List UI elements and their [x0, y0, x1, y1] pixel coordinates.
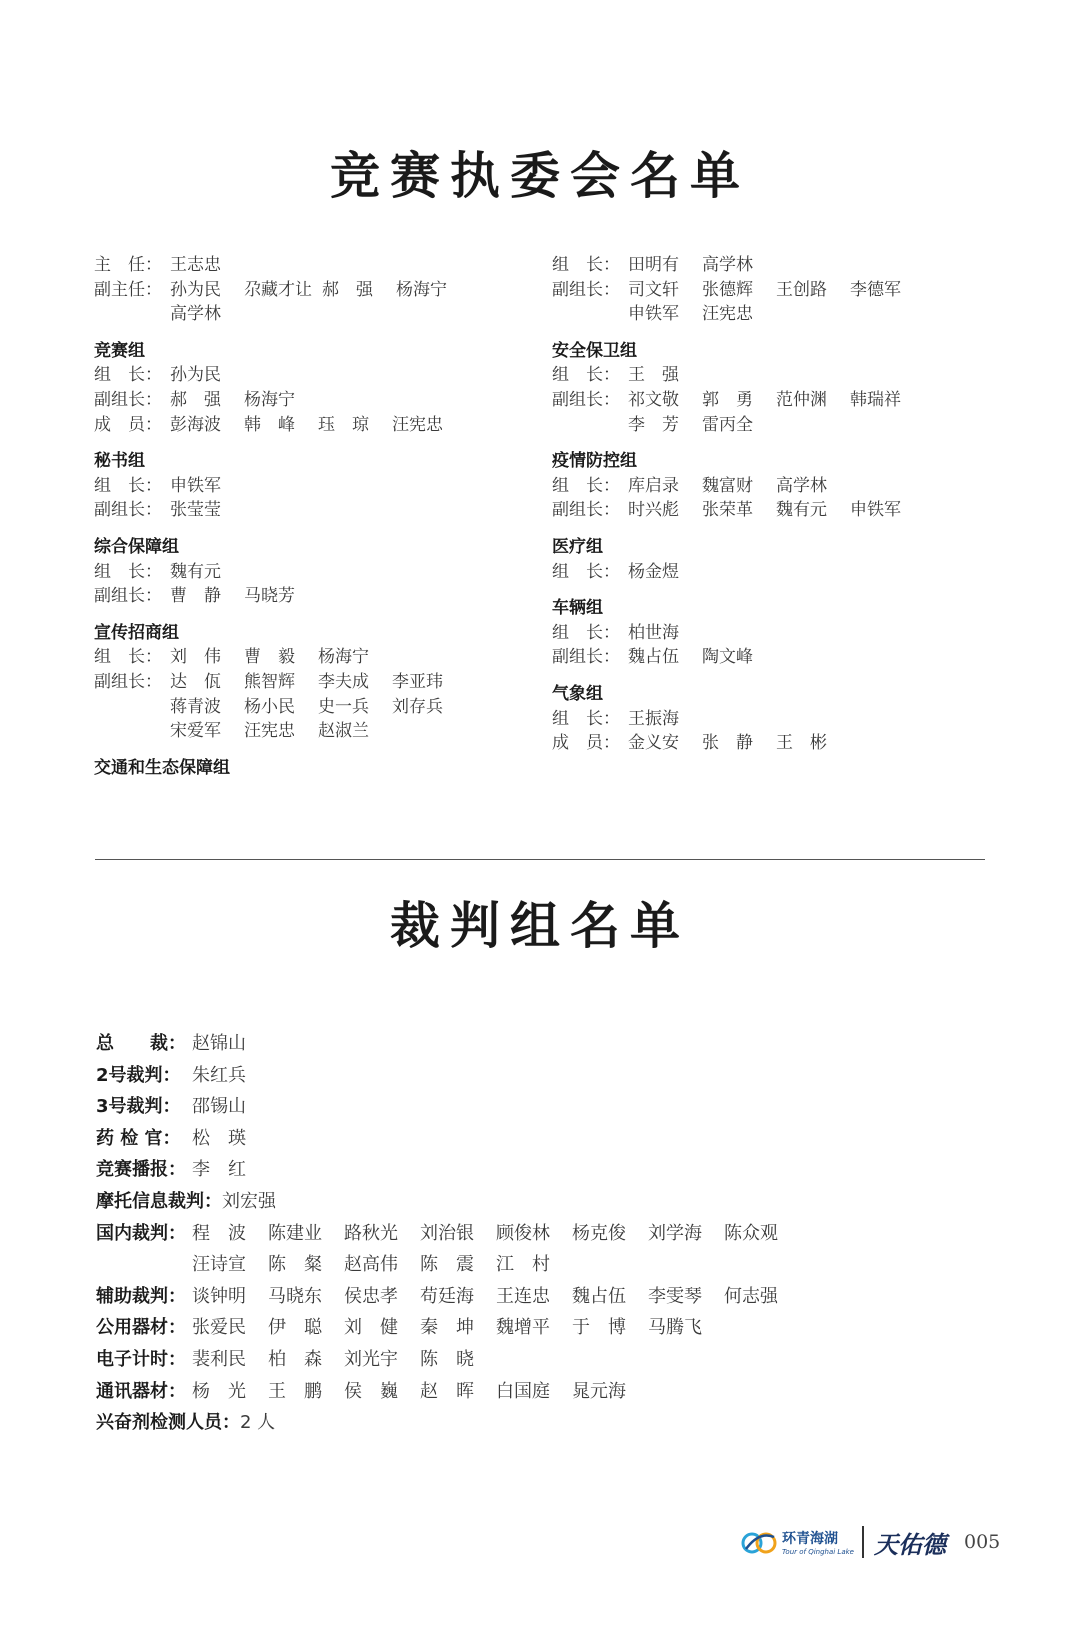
- member-row: [552, 278, 924, 303]
- member-name: 魏有元: [776, 500, 827, 521]
- group-heading: 气象组: [552, 683, 603, 704]
- referee-name: 松 瑛: [192, 1127, 246, 1149]
- group-heading: 秘书组: [94, 451, 145, 472]
- referee-name: 程 波: [192, 1222, 246, 1244]
- referee-name: 王连忠: [496, 1285, 550, 1307]
- role-label: 成 员：: [552, 733, 620, 754]
- member-name: 韩 峰: [244, 414, 295, 435]
- committee-right-column: [552, 253, 924, 756]
- committee-left-column: [94, 253, 470, 780]
- member-name: 王 彬: [776, 733, 827, 754]
- referee-row: [96, 1249, 800, 1281]
- referee-name: 顾俊林: [496, 1222, 550, 1244]
- group-heading: 宣传招商组: [94, 622, 179, 643]
- group-heading: 综合保障组: [94, 536, 179, 557]
- member-name: 曹 静: [170, 586, 221, 607]
- referee-name: 秦 坤: [420, 1317, 474, 1339]
- role-label: 副组长：: [552, 647, 620, 668]
- member-name: 祁文敬: [628, 389, 679, 410]
- referee-row: [96, 1407, 800, 1439]
- referee-name: 陈 震: [420, 1254, 474, 1276]
- role-label: 副组长：: [552, 279, 620, 300]
- member-name: 柏世海: [628, 622, 679, 643]
- member-name: 熊智辉: [244, 671, 295, 692]
- group-heading: 疫情防控组: [552, 451, 637, 472]
- member-name: 彭海波: [170, 414, 221, 435]
- referee-role-label: 国内裁判：: [96, 1222, 186, 1244]
- member-name: 汪宪忠: [392, 414, 443, 435]
- member-row: [552, 621, 924, 646]
- referee-name: 白国庭: [496, 1380, 550, 1402]
- referee-row: [96, 1376, 800, 1408]
- referee-row: [96, 1060, 800, 1092]
- member-row: [94, 278, 470, 303]
- role-label: 副组长：: [94, 389, 162, 410]
- referee-name: 刘光宇: [344, 1348, 398, 1370]
- referee-name: 2 人: [240, 1412, 276, 1434]
- member-name: 高学林: [702, 255, 753, 275]
- member-name: 李亚玮: [392, 671, 443, 692]
- member-name: 张莹莹: [170, 500, 221, 521]
- member-name: 蒋青波: [170, 696, 221, 717]
- role-label: 副组长：: [94, 586, 162, 607]
- referee-name: 刘宏强: [222, 1190, 276, 1212]
- member-name: 张荣革: [702, 500, 753, 521]
- member-name: 高学林: [170, 304, 221, 325]
- member-name: 范仲渊: [776, 389, 827, 410]
- referee-name: 陈建业: [268, 1222, 322, 1244]
- member-row: [94, 645, 470, 670]
- member-name: 刘 伟: [170, 647, 221, 668]
- page-number: 005: [964, 1531, 1001, 1553]
- referee-name: 陈众观: [724, 1222, 778, 1244]
- member-name: 李 芳: [628, 414, 679, 435]
- referee-name: 侯 巍: [344, 1380, 398, 1402]
- referee-row: [96, 1281, 800, 1313]
- member-name: 库启录: [628, 475, 679, 496]
- member-name: 陶文峰: [702, 647, 753, 668]
- role-label: 组 长：: [552, 708, 620, 729]
- member-row: [552, 302, 924, 327]
- role-label: 组 长：: [552, 475, 620, 496]
- referee-name: 路秋光: [344, 1222, 398, 1244]
- role-label: 副组长：: [94, 500, 162, 521]
- referee-name: 李 红: [192, 1159, 246, 1181]
- member-name: 马晓芳: [244, 586, 295, 607]
- member-row: [94, 719, 470, 744]
- member-row: [552, 474, 924, 499]
- member-name: 赵淑兰: [318, 721, 369, 742]
- referee-name: 汪诗宣: [192, 1254, 246, 1276]
- footer: [740, 1522, 1000, 1562]
- referee-role-label: 总 裁：: [96, 1033, 186, 1054]
- referee-name: 于 博: [572, 1317, 626, 1339]
- referee-name: 刘治银: [420, 1222, 474, 1244]
- referee-name: 苟廷海: [420, 1285, 474, 1307]
- referee-row: [96, 1028, 800, 1060]
- member-name: 杨海宁: [244, 389, 295, 410]
- member-row: [94, 695, 470, 720]
- role-label: 组 长：: [552, 365, 620, 386]
- referee-role-label: 摩托信息裁判：: [96, 1190, 222, 1212]
- member-name: 杨小民: [244, 696, 295, 717]
- member-name: 雷丙全: [702, 414, 753, 435]
- role-label: 成 员：: [94, 414, 162, 435]
- role-label: 组 长：: [94, 647, 162, 668]
- referee-role-label: 竞赛播报：: [96, 1159, 186, 1181]
- member-row: [94, 363, 470, 388]
- logo-text: 环青海湖: [782, 1531, 838, 1547]
- member-name: 刘存兵: [392, 696, 443, 717]
- member-name: 杨海宁: [318, 647, 369, 668]
- member-row: [94, 474, 470, 499]
- referee-row: [96, 1218, 800, 1250]
- member-name: 魏占伍: [628, 647, 679, 668]
- member-row: [552, 253, 924, 278]
- member-row: [552, 731, 924, 756]
- member-row: [94, 253, 470, 278]
- logo-subtext: Tour of Qinghai Lake: [782, 1548, 854, 1556]
- referee-name: 马腾飞: [648, 1317, 702, 1339]
- group-heading: 安全保卫组: [552, 340, 637, 361]
- role-label: 副组长：: [552, 500, 620, 521]
- member-name: 杨金煜: [628, 561, 679, 582]
- member-name: 申铁军: [628, 304, 679, 325]
- role-label: 组 长：: [552, 561, 620, 582]
- member-name: 李夫成: [318, 671, 369, 692]
- member-name: 宋爱军: [170, 721, 221, 742]
- member-name: 曹 毅: [244, 647, 295, 668]
- referee-name: 陈 晓: [420, 1348, 474, 1370]
- role-label: 组 长：: [552, 255, 620, 275]
- member-name: 郭 勇: [702, 389, 753, 410]
- referee-name: 邵锡山: [192, 1096, 246, 1118]
- member-name: 金义安: [628, 733, 679, 754]
- referee-name: 张爱民: [192, 1317, 246, 1339]
- member-name: 汪宪忠: [244, 721, 295, 742]
- member-name: 孙为民: [170, 365, 221, 386]
- member-name: 魏有元: [170, 561, 221, 582]
- member-row: [552, 560, 924, 585]
- member-row: [94, 584, 470, 609]
- member-name: 郝 强: [170, 389, 221, 410]
- member-name: 尕藏才让: [244, 279, 312, 300]
- referee-name: 杨 光: [192, 1380, 246, 1402]
- member-name: 王振海: [628, 708, 679, 729]
- referee-name: 柏 森: [268, 1348, 322, 1370]
- role-label: 组 长：: [94, 365, 162, 386]
- role-label: 组 长：: [94, 561, 162, 582]
- member-name: 汪宪忠: [702, 304, 753, 325]
- referee-row: [96, 1312, 800, 1344]
- member-name: 杨海宁: [396, 279, 447, 300]
- referee-row: [96, 1154, 800, 1186]
- member-name: 申铁军: [170, 475, 221, 496]
- referee-name: 刘学海: [648, 1222, 702, 1244]
- member-row: [94, 302, 470, 327]
- referee-role-label: 3号裁判：: [96, 1096, 181, 1118]
- member-row: [552, 645, 924, 670]
- member-name: 李德军: [850, 279, 901, 300]
- referee-name: 赵高伟: [344, 1254, 398, 1276]
- referee-role-label: 药 检 官：: [96, 1127, 181, 1149]
- referee-name: 王 鹏: [268, 1380, 322, 1402]
- referee-name: 朱红兵: [192, 1064, 246, 1086]
- referee-role-label: 公用器材：: [96, 1317, 186, 1339]
- role-label: 组 长：: [94, 475, 162, 496]
- section-divider: [95, 859, 985, 860]
- member-name: 珏 琼: [318, 414, 369, 435]
- referee-name: 谈钟明: [192, 1285, 246, 1307]
- referee-role-label: 电子计时：: [96, 1348, 186, 1370]
- committee-title: 竞赛执委会名单: [330, 147, 750, 205]
- referee-name: 陈 粲: [268, 1254, 322, 1276]
- referee-role-label: 通讯器材：: [96, 1380, 186, 1402]
- referee-role-label: 兴奋剂检测人员：: [96, 1412, 240, 1434]
- member-name: 魏富财: [702, 475, 753, 496]
- role-label: 组 长：: [552, 622, 620, 643]
- referee-list: [96, 1028, 800, 1439]
- member-row: [94, 413, 470, 438]
- member-name: 张德辉: [702, 279, 753, 300]
- member-row: [94, 388, 470, 413]
- referee-role-label: 2号裁判：: [96, 1064, 181, 1086]
- referee-name: 裴利民: [192, 1348, 246, 1370]
- group-heading: 竞赛组: [94, 340, 145, 361]
- member-row: [94, 670, 470, 695]
- referee-name: 伊 聪: [268, 1317, 322, 1339]
- cyclist-logo-icon: [740, 1527, 778, 1557]
- referee-name: 何志强: [724, 1285, 778, 1307]
- role-label: 副组长：: [552, 389, 620, 410]
- referee-row: [96, 1186, 800, 1218]
- referee-row: [96, 1344, 800, 1376]
- member-row: [552, 413, 924, 438]
- referee-name: 魏增平: [496, 1317, 550, 1339]
- referee-name: 江 村: [496, 1254, 550, 1276]
- member-row: [552, 498, 924, 523]
- group-heading: 交通和生态保障组: [94, 757, 230, 778]
- member-row: [552, 707, 924, 732]
- member-name: 韩瑞祥: [850, 389, 901, 410]
- referee-role-label: 辅助裁判：: [96, 1285, 186, 1307]
- role-label: 主 任：: [94, 255, 162, 275]
- referee-row: [96, 1091, 800, 1123]
- group-heading: 车辆组: [552, 598, 603, 619]
- member-name: 司文轩: [628, 279, 679, 300]
- member-name: 王 强: [628, 365, 679, 386]
- member-name: 张 静: [702, 733, 753, 754]
- member-row: [552, 388, 924, 413]
- referee-name: 刘 健: [344, 1317, 398, 1339]
- member-name: 田明有: [628, 255, 679, 275]
- member-name: 孙为民: [170, 279, 221, 300]
- group-heading: 医疗组: [552, 536, 603, 557]
- member-name: 郝 强: [322, 279, 373, 300]
- member-row: [94, 560, 470, 585]
- referee-name: 李雯琴: [648, 1285, 702, 1307]
- member-name: 高学林: [776, 475, 827, 496]
- member-row: [94, 498, 470, 523]
- referee-row: [96, 1123, 800, 1155]
- referee-name: 杨克俊: [572, 1222, 626, 1244]
- role-label: 副组长：: [94, 671, 162, 692]
- member-name: 申铁军: [850, 500, 901, 521]
- footer-divider: [862, 1526, 864, 1558]
- member-name: 时兴彪: [628, 500, 679, 521]
- referee-name: 赵锦山: [192, 1033, 246, 1054]
- member-name: 王志忠: [170, 255, 221, 275]
- referee-name: 侯忠孝: [344, 1285, 398, 1307]
- referee-name: 马晓东: [268, 1285, 322, 1307]
- referee-name: 赵 晖: [420, 1380, 474, 1402]
- role-label: 副主任：: [94, 279, 162, 300]
- member-name: 王创路: [776, 279, 827, 300]
- brand-logo: 天佑德: [874, 1529, 946, 1559]
- member-name: 史一兵: [318, 696, 369, 717]
- member-row: [552, 363, 924, 388]
- referee-name: 魏占伍: [572, 1285, 626, 1307]
- referee-name: 晁元海: [572, 1380, 626, 1402]
- member-name: 达 佤: [170, 671, 221, 692]
- referee-title: 裁判组名单: [390, 897, 690, 955]
